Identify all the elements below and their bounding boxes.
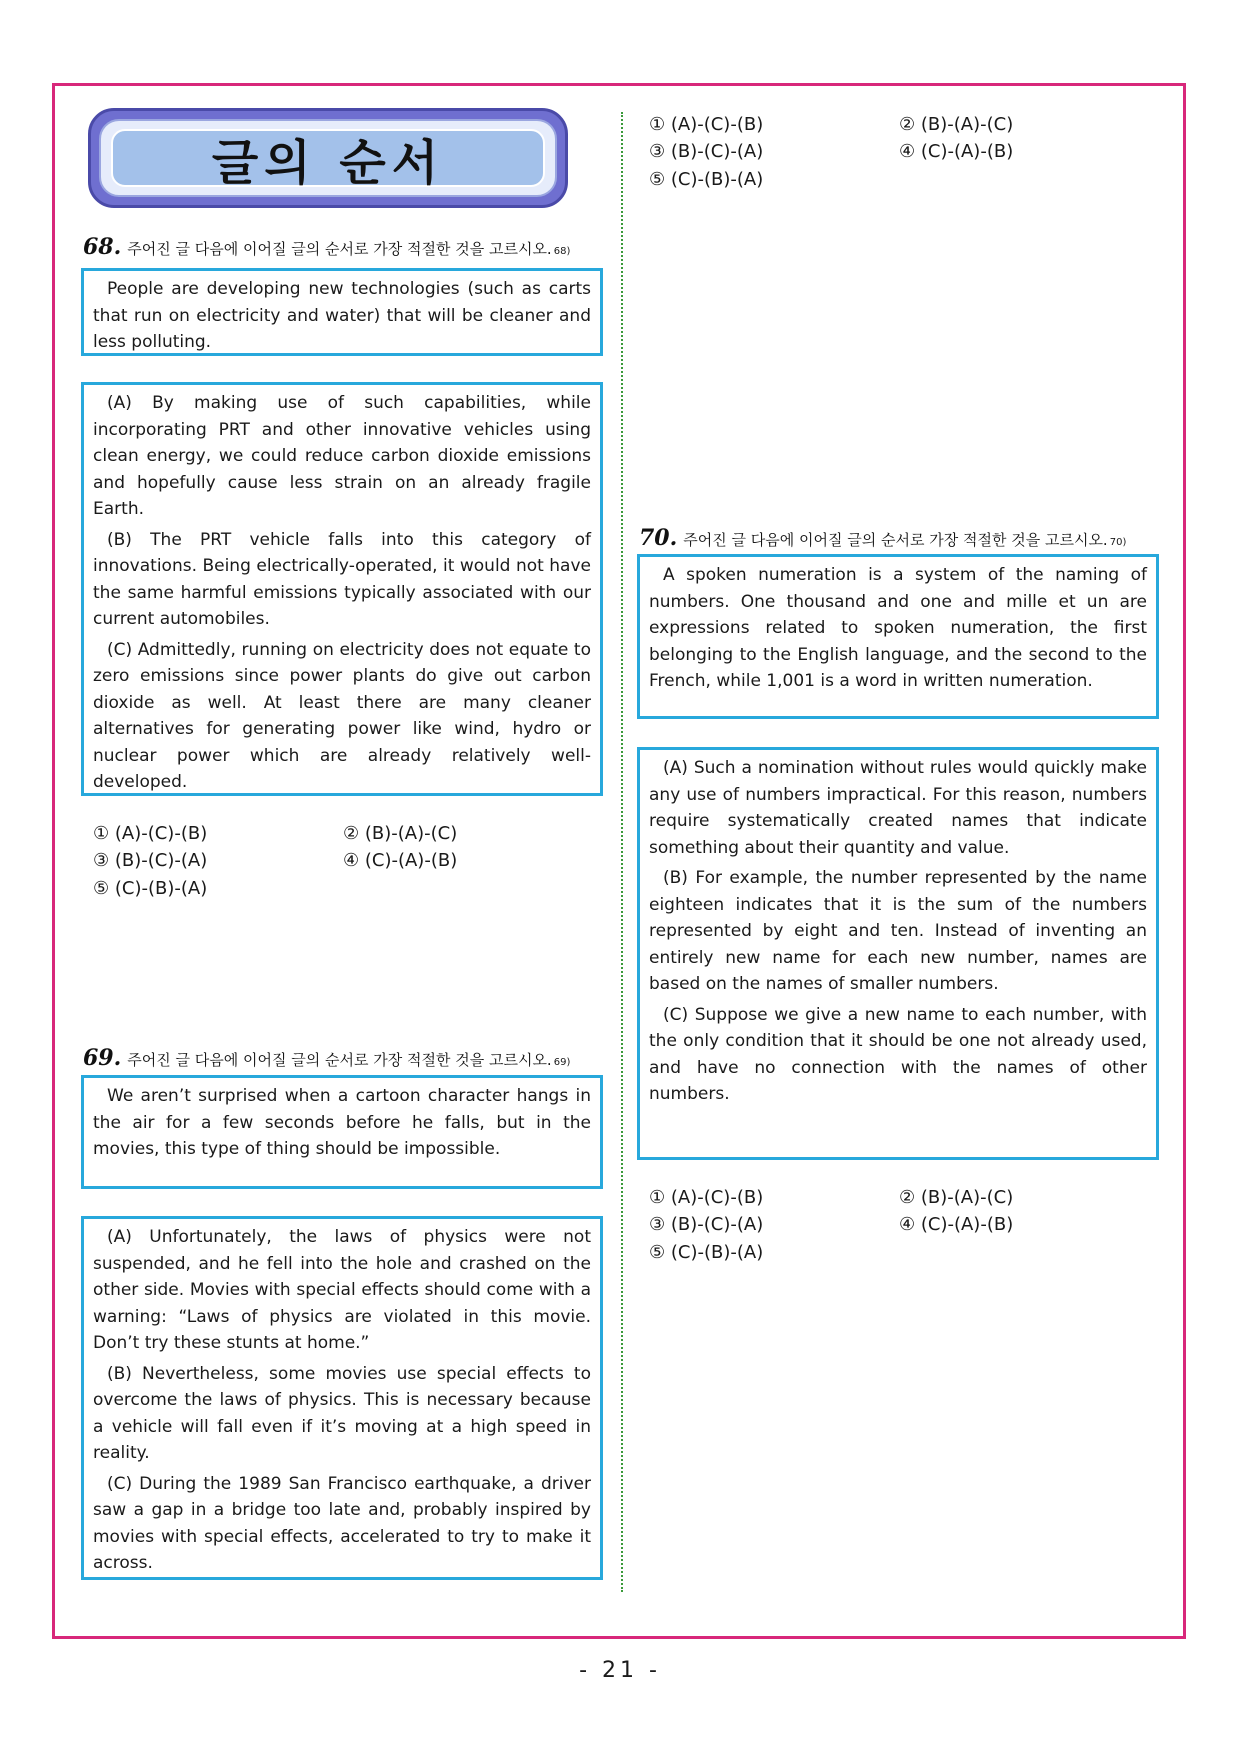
question-70-given-box [637, 554, 1159, 719]
option-5[interactable]: ⑤ (C)-(B)-(A) [93, 878, 208, 899]
question-number: 68. [83, 234, 122, 260]
given-passage: People are developing new technologies (such as carts that run on electricity and water) that will be cleaner and less polluting. [93, 279, 591, 352]
option-3[interactable]: ③ (B)-(C)-(A) [93, 850, 208, 871]
question-footnote: 69) [553, 1057, 571, 1068]
option-1[interactable]: ① (A)-(C)-(B) [93, 823, 208, 844]
question-number: 70. [639, 525, 678, 551]
option-1[interactable]: ① (A)-(C)-(B) [649, 1187, 764, 1208]
option-1[interactable]: ① (A)-(C)-(B) [649, 114, 764, 135]
title-banner-inner [111, 129, 545, 191]
question-footnote: 68) [553, 246, 571, 257]
question-68-header [83, 234, 570, 260]
paragraph-c: (C) Admittedly, running on electricity does not equate to zero emissions since power plants do give out carbon dioxide as well. At least there are many cleaner alternatives for generating power like wind, hydro or nuclear power which are already relatively well-developed. [93, 639, 591, 792]
paragraph-c: (C) Suppose we give a new name to each number, with the only condition that it should be one not already used, and have no connection with the names of other numbers. [649, 1004, 1147, 1104]
option-2[interactable]: ② (B)-(A)-(C) [899, 1187, 1014, 1208]
option-3[interactable]: ③ (B)-(C)-(A) [649, 141, 764, 162]
question-70-header [639, 525, 1126, 551]
paragraph-a: (A) Unfortunately, the laws of physics were not suspended, and he fell into the hole and crashed on the other side. Movies with special effects should come with a warning: “Laws of physics are violated in this movie. Don’t try these stunts at home.” [93, 1227, 591, 1353]
question-instruction: 주어진 글 다음에 이어질 글의 순서로 가장 적절한 것을 고르시오. [127, 1051, 552, 1069]
paragraph-b: (B) For example, the number represented by the name eighteen indicates that it is the sum of the numbers represented by eight and ten. Instead of inventing an entirely new name for each new number, names are based on the names of smaller numbers. [649, 868, 1147, 994]
question-70-paragraphs-box [637, 747, 1159, 1160]
section-title: 글의 순서 [211, 134, 445, 191]
option-2[interactable]: ② (B)-(A)-(C) [343, 823, 458, 844]
option-5[interactable]: ⑤ (C)-(B)-(A) [649, 1242, 764, 1263]
option-3[interactable]: ③ (B)-(C)-(A) [649, 1214, 764, 1235]
option-4[interactable]: ④ (C)-(A)-(B) [899, 1214, 1014, 1235]
title-banner-border [99, 119, 557, 197]
given-passage: A spoken numeration is a system of the naming of numbers. One thousand and one and mille et un are expressions related to spoken numeration, the first belonging to the English language, and the second to the French, while 1,001 is a word in written numeration. [649, 565, 1147, 691]
question-68-paragraphs-box [81, 382, 603, 796]
question-69-given-box [81, 1075, 603, 1189]
paragraph-a: (A) Such a nomination without rules would quickly make any use of numbers impractical. For this reason, numbers require systematically created names that indicate something about their quantity and value. [649, 758, 1147, 858]
paragraph-b: (B) The PRT vehicle falls into this category of innovations. Being electrically-operated, it would not have the same harmful emissions typically associated with our current automobiles. [93, 529, 591, 629]
option-4[interactable]: ④ (C)-(A)-(B) [343, 850, 458, 871]
column-divider [621, 112, 623, 1592]
question-instruction: 주어진 글 다음에 이어질 글의 순서로 가장 적절한 것을 고르시오. [127, 240, 552, 258]
question-instruction: 주어진 글 다음에 이어질 글의 순서로 가장 적절한 것을 고르시오. [683, 531, 1108, 549]
paragraph-c: (C) During the 1989 San Francisco earthquake, a driver saw a gap in a bridge too late and, probably inspired by movies with special effects, accelerated to try to make it across. [93, 1473, 591, 1573]
question-footnote: 70) [1109, 537, 1127, 548]
question-number: 69. [83, 1045, 122, 1071]
option-5[interactable]: ⑤ (C)-(B)-(A) [649, 169, 764, 190]
option-2[interactable]: ② (B)-(A)-(C) [899, 114, 1014, 135]
section-title-banner [88, 108, 568, 208]
page-number: - 21 - [579, 1658, 661, 1683]
question-68-given-box [81, 268, 603, 356]
question-69-paragraphs-box [81, 1216, 603, 1580]
question-69-header [83, 1045, 570, 1071]
given-passage: We aren’t surprised when a cartoon character hangs in the air for a few seconds before he falls, but in the movies, this type of thing should be impossible. [93, 1086, 591, 1159]
paragraph-a: (A) By making use of such capabilities, while incorporating PRT and other innovative vehicles using clean energy, we could reduce carbon dioxide emissions and hopefully cause less strain on an already fragile Earth. [93, 393, 591, 519]
paragraph-b: (B) Nevertheless, some movies use special effects to overcome the laws of physics. This is necessary because a vehicle will fall even if it’s moving at a high speed in reality. [93, 1363, 591, 1463]
option-4[interactable]: ④ (C)-(A)-(B) [899, 141, 1014, 162]
